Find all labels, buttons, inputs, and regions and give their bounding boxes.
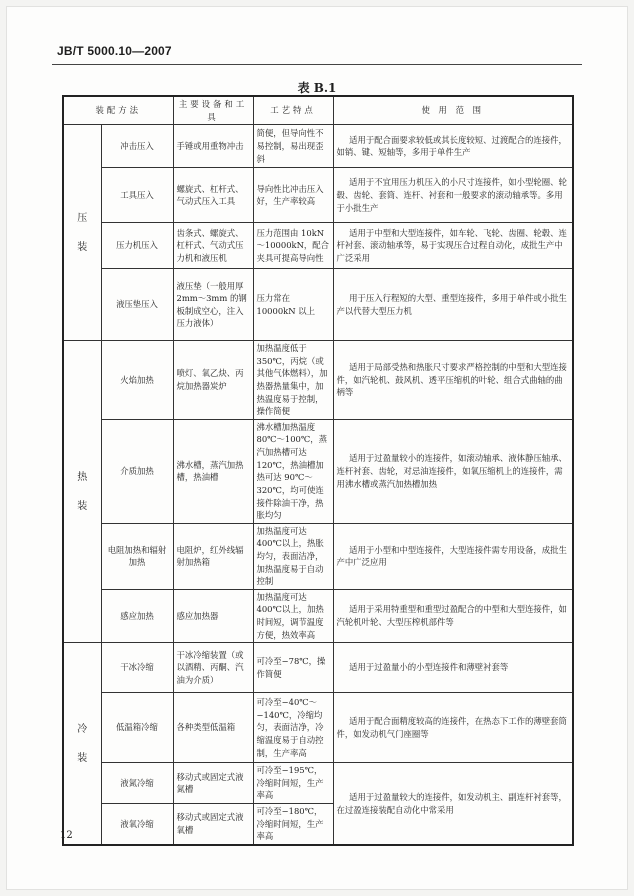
category-press-fit: 压 装: [63, 125, 101, 341]
usage-cell: 适用于过盈量小的小型连接件和薄壁衬套等: [333, 643, 573, 693]
method-cell: 电阻加热和辐射加热: [101, 523, 173, 589]
features-cell: 导向性比冲击压入好，生产率较高: [253, 168, 333, 223]
usage-cell: 用于压入行程短的大型、重型连接件，多用于单件或小批生产以代替大型压力机: [333, 269, 573, 341]
table-header-row: [63, 96, 573, 125]
method-cell: 感应加热: [101, 589, 173, 642]
features-cell: 可冷至−195℃，冷缩时间短，生产率高: [253, 763, 333, 804]
category-cold-fit: 冷 装: [63, 643, 101, 845]
table-row: [63, 125, 573, 168]
header-rule: [52, 64, 582, 65]
standard-number: JB/T 5000.10—2007: [57, 44, 172, 58]
features-cell: 可冷至−180℃，冷缩时间短，生产率高: [253, 804, 333, 845]
usage-cell: 适用于过盈量较大的连接件，如发动机主、副连杆衬套等，在过盈连接装配自动化中常采用: [333, 763, 573, 845]
features-cell: 简便，但导向性不易控制，易出现歪斜: [253, 125, 333, 168]
method-cell: 压力机压入: [101, 223, 173, 269]
table-row: [63, 693, 573, 763]
equipment-cell: 沸水槽，蒸汽加热槽，热油槽: [173, 419, 253, 523]
features-cell: 压力常在 10000kN 以上: [253, 269, 333, 341]
method-cell: 低温箱冷缩: [101, 693, 173, 763]
table-row: [63, 589, 573, 642]
category-hot-fit: 热 装: [63, 341, 101, 643]
col-header-usage: 使 用 范 围: [333, 96, 573, 125]
method-cell: 液氧冷缩: [101, 804, 173, 845]
features-cell: 沸水槽加热温度 80℃～100℃，蒸汽加热槽可达 120℃，热油槽加热可达 90℃～320℃，均可使连接件除油干净，热胀均匀: [253, 419, 333, 523]
method-cell: 干冰冷缩: [101, 643, 173, 693]
col-header-features: 工艺特点: [253, 96, 333, 125]
table-row: [63, 643, 573, 693]
table-row: [63, 523, 573, 589]
equipment-cell: 各种类型低温箱: [173, 693, 253, 763]
table-row: [63, 763, 573, 804]
method-cell: 液氮冷缩: [101, 763, 173, 804]
equipment-cell: 电阻炉，红外线辐射加热箱: [173, 523, 253, 589]
method-cell: 火焰加热: [101, 341, 173, 420]
col-header-equipment: 主要设备和工具: [173, 96, 253, 125]
method-cell: 冲击压入: [101, 125, 173, 168]
table-row: [63, 223, 573, 269]
page-number: 12: [60, 830, 73, 841]
usage-cell: 适用于配合面要求较低或其长度较短、过渡配合的连接件，如销、键、短轴等，多用于单件生产: [333, 125, 573, 168]
method-cell: 工具压入: [101, 168, 173, 223]
table-row: [63, 341, 573, 420]
usage-cell: 适用于采用特重型和重型过盈配合的中型和大型连接件，如汽轮机叶轮、大型压榨机部件等: [333, 589, 573, 642]
equipment-cell: 手锤或用重物冲击: [173, 125, 253, 168]
table-caption: 表 B.1: [297, 81, 337, 95]
table-row: [63, 168, 573, 223]
table-row: [63, 269, 573, 341]
features-cell: 加热温度可达 400℃以上，加热时间短，调节温度方便，热效率高: [253, 589, 333, 642]
usage-cell: 适用于过盈量较小的连接件，如滚动轴承、液体静压轴承、连杆衬套、齿轮，对忌油连接件，如氧压缩机上的连接件，需用沸水槽或蒸汽加热槽加热: [333, 419, 573, 523]
usage-cell: 适用于不宜用压力机压入的小尺寸连接件，如小型轮圈、轮毂、齿轮、套筒、连杆、衬套和一般要求的滚动轴承等。多用于小批生产: [333, 168, 573, 223]
features-cell: 可冷至−78℃，操作简便: [253, 643, 333, 693]
usage-cell: 适用于局部受热和热胀尺寸要求严格控制的中型和大型连接件，如汽轮机、鼓风机、透平压缩机的叶轮、组合式曲轴的曲柄等: [333, 341, 573, 420]
features-cell: 可冷至−40℃～−140℃，冷缩均匀，表面洁净，冷缩温度易于自动控制，生产率高: [253, 693, 333, 763]
equipment-cell: 干冰冷缩装置（或以酒精、丙酮、汽油为介质）: [173, 643, 253, 693]
equipment-cell: 移动式或固定式液氮槽: [173, 763, 253, 804]
features-cell: 加热温度可达 400℃以上，热胀均匀，表面洁净，加热温度易于自动控制: [253, 523, 333, 589]
features-cell: 加热温度低于 350℃，丙烷（或其他气体燃料），加热器热量集中，加热温度易于控制，操作简便: [253, 341, 333, 420]
assembly-methods-table: [62, 95, 574, 846]
equipment-cell: 移动式或固定式液氧槽: [173, 804, 253, 845]
usage-cell: 适用于小型和中型连接件，大型连接件需专用设备，成批生产中广泛应用: [333, 523, 573, 589]
features-cell: 压力范围由 10kN～10000kN，配合夹具可提高导向性: [253, 223, 333, 269]
usage-cell: 适用于配合面精度较高的连接件，在热态下工作的薄壁套筒件，如发动机气门座圈等: [333, 693, 573, 763]
table-row: [63, 419, 573, 523]
equipment-cell: 螺旋式、杠杆式、气动式压入工具: [173, 168, 253, 223]
equipment-cell: 喷灯、氧乙炔、丙烷加热器炭炉: [173, 341, 253, 420]
usage-cell: 适用于中型和大型连接件，如车轮、飞轮、齿圈、轮毂、连杆衬套、滚动轴承等，易于实现压合过程自动化，成批生产中广泛采用: [333, 223, 573, 269]
equipment-cell: 液压垫（一般用厚 2mm～3mm 的钢板制成空心，注入压力液体）: [173, 269, 253, 341]
col-header-method: 装配方法: [63, 96, 173, 125]
method-cell: 液压垫压入: [101, 269, 173, 341]
equipment-cell: 感应加热器: [173, 589, 253, 642]
equipment-cell: 齿条式、螺旋式、杠杆式、气动式压力机和液压机: [173, 223, 253, 269]
method-cell: 介质加热: [101, 419, 173, 523]
